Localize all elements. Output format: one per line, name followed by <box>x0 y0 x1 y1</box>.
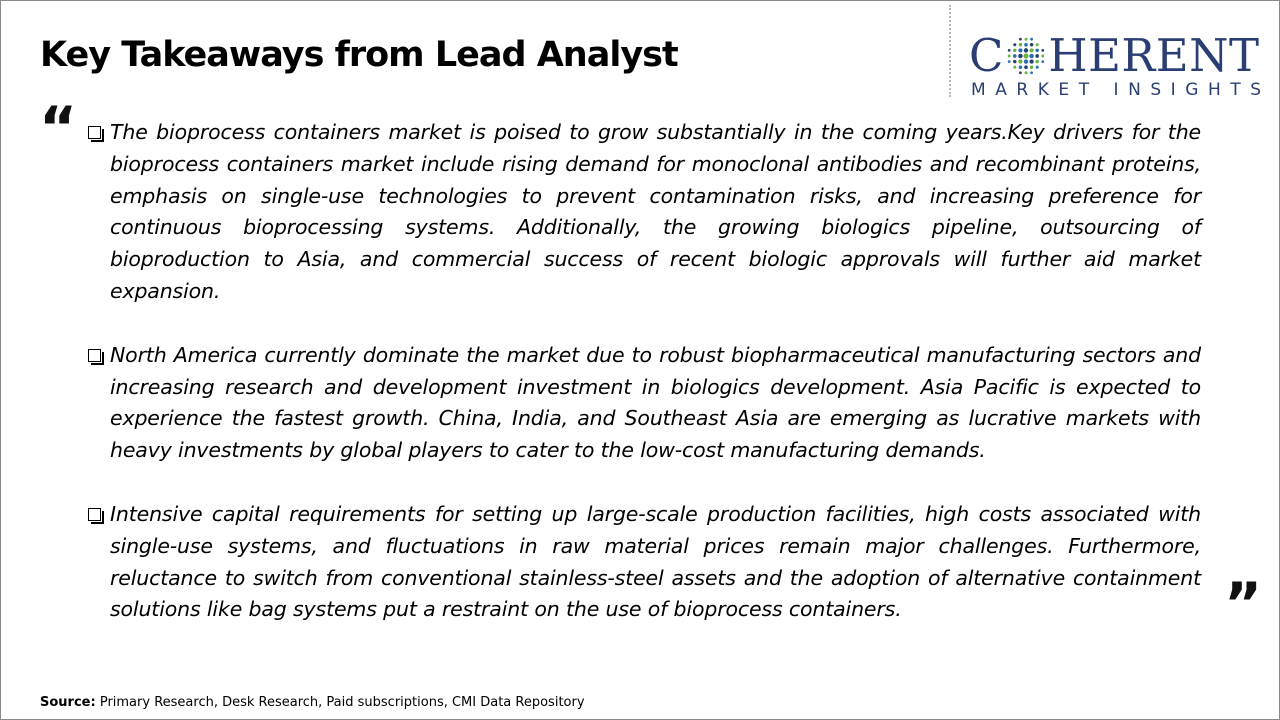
logo-subtitle-letter: A <box>995 80 1007 100</box>
takeaway-text: The bioprocess containers market is poised to grow substantially in the coming years.Key drivers for the bioprocess containers market include rising demand for monoclonal antibodies and recombinant proteins, emphasis on single-use technologies to prevent contamination risks, and increasing preference for continuous bioprocessing systems. Additionally, the growing biologics pipeline, outsourcing of bioproduction to Asia, and commercial success of recent biologic approvals will further aid market expansion. <box>110 120 1201 303</box>
logo-subtitle-letter: S <box>1150 80 1162 100</box>
logo-subtitle-letter <box>1099 80 1104 100</box>
quote-close-icon: ” <box>1224 570 1263 638</box>
logo-letter: E <box>1088 29 1121 82</box>
logo-subtitle-letter: I <box>1113 80 1119 100</box>
logo-subtitle-letter: M <box>971 80 986 100</box>
logo-letter: H <box>1048 29 1088 82</box>
logo-letter: R <box>1121 29 1156 82</box>
logo-subtitle-letter: N <box>1128 80 1141 100</box>
checkbox-bullet-icon <box>88 349 101 362</box>
logo-divider <box>949 5 951 97</box>
logo-subtitle-letter: G <box>1185 80 1199 100</box>
logo-subtitle-letter: T <box>1230 80 1241 100</box>
quote-open-icon: “ <box>39 94 78 162</box>
logo-letter: T <box>1228 29 1259 82</box>
takeaway-item <box>87 117 1201 308</box>
source-note <box>40 695 585 710</box>
logo-subtitle-letter: K <box>1037 80 1049 100</box>
source-text: Primary Research, Desk Research, Paid subscriptions, CMI Data Repository <box>99 695 585 710</box>
logo-subtitle <box>971 80 1261 100</box>
takeaway-item <box>87 499 1201 626</box>
logo-letter: N <box>1189 29 1229 82</box>
logo-subtitle-letter: I <box>1170 80 1176 100</box>
takeaways-list <box>87 117 1201 658</box>
logo-globe-icon <box>1004 33 1048 79</box>
checkbox-bullet-icon <box>88 126 101 139</box>
page-title: Key Takeaways from Lead Analyst <box>40 35 678 75</box>
takeaway-item <box>87 340 1201 467</box>
takeaway-text: Intensive capital requirements for setting up large-scale production facilities, high costs associated with single-use systems, and fluctuations in raw material prices remain major challenges. Furthermore, reluctance to switch from conventional stainless-steel assets and the adoption of alternative containment solutions like bag systems put a restraint on the use of bioprocess containers. <box>110 501 1201 622</box>
logo-letter: C <box>969 29 1004 82</box>
logo-subtitle-letter: R <box>1016 80 1029 100</box>
takeaway-text: North America currently dominate the market due to robust biopharmaceutical manufacturing sectors and increasing research and development investment in biologics development. Asia Pacific is expected to experience the fastest growth. China, India, and Southeast Asia are emerging as lucrative markets with heavy investments by global players to cater to the low-cost manufacturing demands. <box>110 342 1201 463</box>
logo-wordmark <box>969 31 1259 81</box>
checkbox-bullet-icon <box>88 508 101 521</box>
logo-subtitle-letter: E <box>1058 80 1070 100</box>
logo-subtitle-letter: T <box>1078 80 1090 100</box>
logo-subtitle-letter: H <box>1207 80 1221 100</box>
logo-letter: E <box>1155 29 1189 82</box>
company-logo <box>969 31 1261 103</box>
source-label: Source: <box>40 695 96 710</box>
logo-subtitle-letter: S <box>1250 80 1261 100</box>
